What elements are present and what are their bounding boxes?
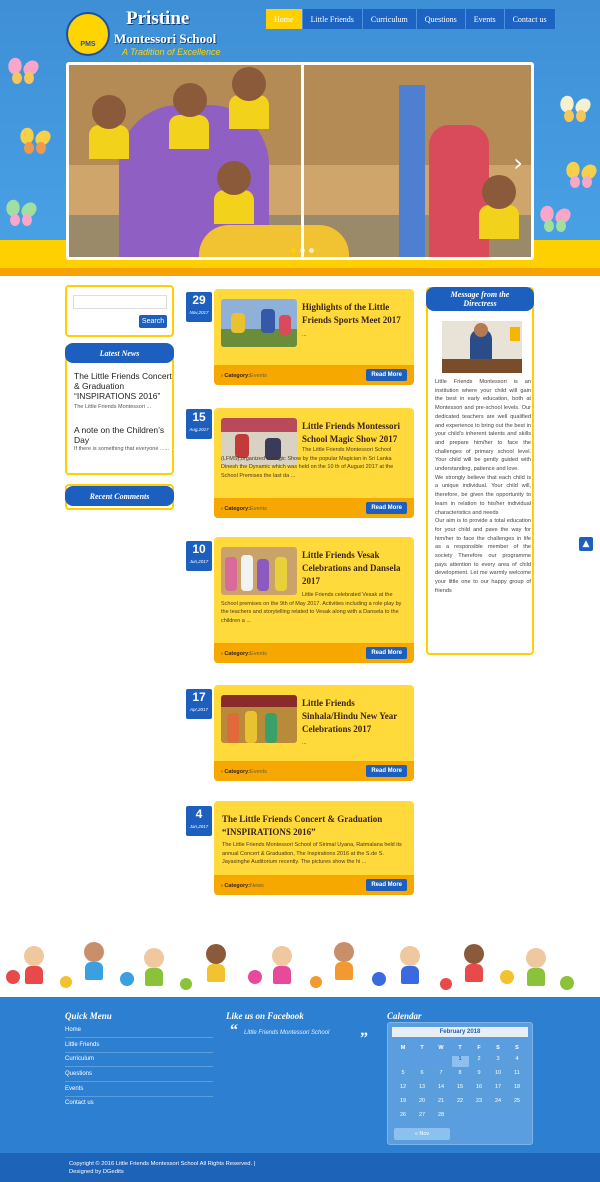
nav-curriculum[interactable]: Curriculum (363, 9, 417, 29)
calendar-empty-cell (433, 1056, 450, 1067)
calendar-widget (387, 1022, 533, 1145)
calendar-day[interactable]: 13 (414, 1084, 431, 1095)
calendar-day[interactable]: 15 (452, 1084, 469, 1095)
butterfly-icon (560, 96, 590, 126)
logo-title: Pristine (126, 8, 190, 29)
calendar-day[interactable]: 8 (452, 1070, 469, 1081)
calendar-day[interactable]: 26 (395, 1112, 412, 1123)
calendar-day[interactable]: 1 (452, 1056, 469, 1067)
nav-little-friends[interactable]: Little Friends (303, 9, 363, 29)
latest-news-widget (65, 345, 174, 475)
calendar-day[interactable]: 19 (395, 1098, 412, 1109)
calendar-day[interactable]: 16 (471, 1084, 488, 1095)
footer-link-little-friends[interactable]: Little Friends (65, 1039, 213, 1053)
directress-message: Little Friends Montessori is an institution where your child will gain the best in early education, both at Montessori and pre-school levels. Our dedicated teachers are well qualified and experience to bring out the best in your child’s inherent talents and skills and prepare him/her to face the challenges of primary school level. Your child will be gently guided with understanding, patience and love. We strongly believe that each child is a unique individual. Your child will, therefore, be given the opportunity to learn in relation to his/her individual characteristics and needs Our aim is to provide a total education for your child and pave the way for him/her to face the challenges in life as a responsible member of the society Therefore our programme pays attention to every area of child development. Let me warmly welcome your little one to our happy group of friends (435, 379, 531, 594)
post-category: › Category:Events (221, 373, 267, 379)
post-category: › Category:Events (221, 506, 267, 512)
calendar-weekday: S (496, 1045, 500, 1051)
post-day: 4 (195, 807, 203, 821)
calendar-day[interactable]: 23 (471, 1098, 488, 1109)
read-more-button[interactable]: Read More (366, 369, 407, 381)
post-date-badge (186, 689, 212, 719)
post-title[interactable]: Little Friends Vesak Celebrations and Dansela 2017 (302, 550, 401, 586)
news-item-excerpt: The Little Friends Montessori ... (74, 404, 152, 410)
post-day: 17 (192, 690, 206, 704)
calendar-day[interactable]: 18 (509, 1084, 526, 1095)
footer-link-questions[interactable]: Questions (65, 1068, 213, 1082)
calendar-day[interactable]: 2 (471, 1056, 488, 1067)
post-title[interactable]: Little Friends Montessori School Magic Show 2017 (302, 421, 400, 444)
recent-comments-title: Recent Comments (65, 486, 174, 506)
directress-photo (442, 321, 522, 373)
post-category: › Category:News (221, 883, 264, 889)
quote-open-icon: “ (230, 1022, 238, 1039)
footer-link-home[interactable]: Home (65, 1024, 213, 1038)
post-month: Jan,2017 (189, 824, 209, 829)
nav-home[interactable]: Home (266, 9, 303, 29)
post-category-link[interactable]: News (250, 883, 264, 889)
post-excerpt: Little Friends celebrated Vesak at the School premises on the 9th of May 2017. Activities including a role play by the teachers and storytelling related to Vesak along with a Dansela to the children a ... (221, 592, 402, 624)
post-thumbnail[interactable] (221, 547, 297, 595)
post-category: › Category:Events (221, 651, 267, 657)
arrow-up-icon[interactable]: ▲ (579, 537, 593, 551)
post-excerpt: The Little Friends Montessori School of Sirimal Uyana, Ratmalana held its annual Concert & Graduation, The Inspirations 2016 at the S.de S. Jayasinghe Auditorium recently. The pictures show the hi ... (222, 842, 402, 865)
post-category-link[interactable]: Events (250, 373, 267, 379)
post-card (214, 289, 414, 385)
calendar-empty-cell (490, 1112, 507, 1123)
read-more-button[interactable]: Read More (366, 879, 407, 891)
site-logo[interactable] (66, 6, 236, 62)
footer-link-contact-us[interactable]: Contact us (65, 1100, 94, 1106)
calendar-title: Calendar (387, 1011, 422, 1021)
slider-dot[interactable] (300, 248, 305, 253)
footer-link-events[interactable]: Events (65, 1083, 213, 1097)
butterfly-icon (6, 200, 36, 230)
post-day: 29 (192, 293, 206, 307)
calendar-day[interactable]: 25 (509, 1098, 526, 1109)
calendar-empty-cell (471, 1112, 488, 1123)
slider-dot[interactable] (291, 248, 296, 253)
calendar-day[interactable]: 5 (395, 1070, 412, 1081)
hero-orange-strip (0, 268, 600, 276)
logo-badge-icon: PMS (66, 12, 110, 56)
nav-events[interactable]: Events (466, 9, 505, 29)
calendar-empty-cell (395, 1056, 412, 1067)
calendar-day[interactable]: 28 (433, 1112, 450, 1123)
post-card (214, 685, 414, 781)
calendar-day[interactable]: 3 (490, 1056, 507, 1067)
designer-credit[interactable]: Designed by DGedits (69, 1169, 124, 1175)
butterfly-icon (540, 206, 570, 236)
calendar-weekday: T (458, 1045, 462, 1051)
search-input[interactable] (73, 295, 167, 309)
calendar-day[interactable]: 17 (490, 1084, 507, 1095)
facebook-title: Like us on Facebook (226, 1011, 304, 1021)
post-month: Nov,2017 (189, 310, 209, 315)
recent-comments-widget (65, 484, 174, 510)
copyright-text: Copyright © 2016 Little Friends Montessori School All Rights Reserved. | Designed by DGedits (69, 1160, 289, 1176)
calendar-day[interactable]: 4 (509, 1056, 526, 1067)
read-more-button[interactable]: Read More (366, 765, 407, 777)
post-day: 15 (192, 410, 206, 424)
search-widget (65, 285, 174, 337)
post-thumbnail[interactable] (221, 695, 297, 743)
calendar-empty-cell (414, 1056, 431, 1067)
calendar-day[interactable]: 22 (452, 1098, 469, 1109)
calendar-weekday: W (438, 1045, 444, 1051)
slider-dot[interactable] (309, 248, 314, 253)
post-category-link[interactable]: Events (250, 506, 267, 512)
post-title[interactable]: Highlights of the Little Friends Sports Meet 2017 (302, 302, 401, 325)
news-item-title[interactable]: A note on the Children’s Day (74, 425, 165, 445)
directress-title: Message from the Directress (426, 287, 534, 311)
quote-close-icon: ” (360, 1030, 368, 1047)
post-card (214, 801, 414, 895)
hero-slider[interactable] (66, 62, 534, 260)
calendar-day[interactable]: 9 (471, 1070, 488, 1081)
calendar-weekday: T (420, 1045, 424, 1051)
calendar-day[interactable]: 10 (490, 1070, 507, 1081)
read-more-button[interactable]: Read More (366, 647, 407, 659)
directress-widget (426, 287, 534, 655)
calendar-empty-cell (509, 1112, 526, 1123)
post-card (214, 537, 414, 663)
footer-link-curriculum[interactable]: Curriculum (65, 1053, 213, 1067)
news-item-excerpt: If there is something that everyone ...... (74, 446, 170, 452)
latest-news-title: Latest News (65, 343, 174, 363)
read-more-button[interactable]: Read More (366, 502, 407, 514)
calendar-weekday: F (477, 1045, 481, 1051)
nav-questions[interactable]: Questions (417, 9, 466, 29)
chevron-right-icon[interactable]: › (513, 149, 523, 177)
news-item-title[interactable]: The Little Friends Concert & Graduation “INSPIRATIONS 2016” (74, 371, 172, 401)
post-excerpt: ... (302, 332, 307, 338)
calendar-day[interactable]: 20 (414, 1098, 431, 1109)
logo-subtitle: Montessori School (114, 31, 217, 46)
search-button[interactable]: Search (139, 315, 167, 328)
post-month: Aug,2017 (189, 427, 209, 432)
nav-contact-us[interactable]: Contact us (505, 9, 556, 29)
calendar-month: February 2018 (392, 1027, 528, 1037)
post-date-badge (186, 806, 212, 836)
slider-pagination (291, 248, 314, 253)
kids-illustration (0, 940, 600, 997)
logo-tagline: A Tradition of Excellence (122, 47, 221, 57)
butterfly-icon (20, 128, 50, 158)
post-category-link[interactable]: Events (250, 651, 267, 657)
butterfly-icon (8, 58, 38, 88)
calendar-day[interactable]: 27 (414, 1112, 431, 1123)
calendar-weekday: M (400, 1045, 406, 1051)
post-month: Jun,2017 (189, 559, 209, 564)
calendar-day[interactable]: 21 (433, 1098, 450, 1109)
post-month: Apr,2017 (189, 707, 208, 712)
butterfly-icon (566, 162, 596, 192)
calendar-empty-cell (452, 1112, 469, 1123)
post-thumbnail[interactable] (221, 299, 297, 347)
post-card (214, 408, 414, 518)
calendar-day[interactable]: 11 (509, 1070, 526, 1081)
calendar-day[interactable]: 7 (433, 1070, 450, 1081)
quick-menu-title: Quick Menu (65, 1011, 112, 1021)
calendar-day[interactable]: 12 (395, 1084, 412, 1095)
calendar-weekday: S (515, 1045, 519, 1051)
calendar-prev-month-link[interactable]: « Nov (394, 1128, 450, 1140)
facebook-page-link[interactable]: Little Friends Montessori School (244, 1030, 330, 1036)
post-title[interactable]: The Little Friends Concert & Graduation “INSPIRATIONS 2016” (222, 814, 383, 837)
post-excerpt: The Little Friends Montessori School (LFMS),organized a Magic Show by the popular Magician in Sri Lanka Dinesh the Dynamic which was held on the 10 th of August 2017 at the School Premises the last da ... (221, 447, 394, 479)
post-category-link[interactable]: Events (250, 769, 267, 775)
main-nav (266, 9, 556, 29)
post-date-badge (186, 292, 212, 322)
post-title[interactable]: Little Friends Sinhala/Hindu New Year Celebrations 2017 (302, 698, 398, 734)
calendar-day[interactable]: 14 (433, 1084, 450, 1095)
post-date-badge (186, 409, 212, 439)
post-excerpt: ... (302, 740, 307, 746)
post-day: 10 (192, 542, 206, 556)
post-date-badge (186, 541, 212, 571)
calendar-day[interactable]: 24 (490, 1098, 507, 1109)
post-category: › Category:Events (221, 769, 267, 775)
calendar-day[interactable]: 6 (414, 1070, 431, 1081)
